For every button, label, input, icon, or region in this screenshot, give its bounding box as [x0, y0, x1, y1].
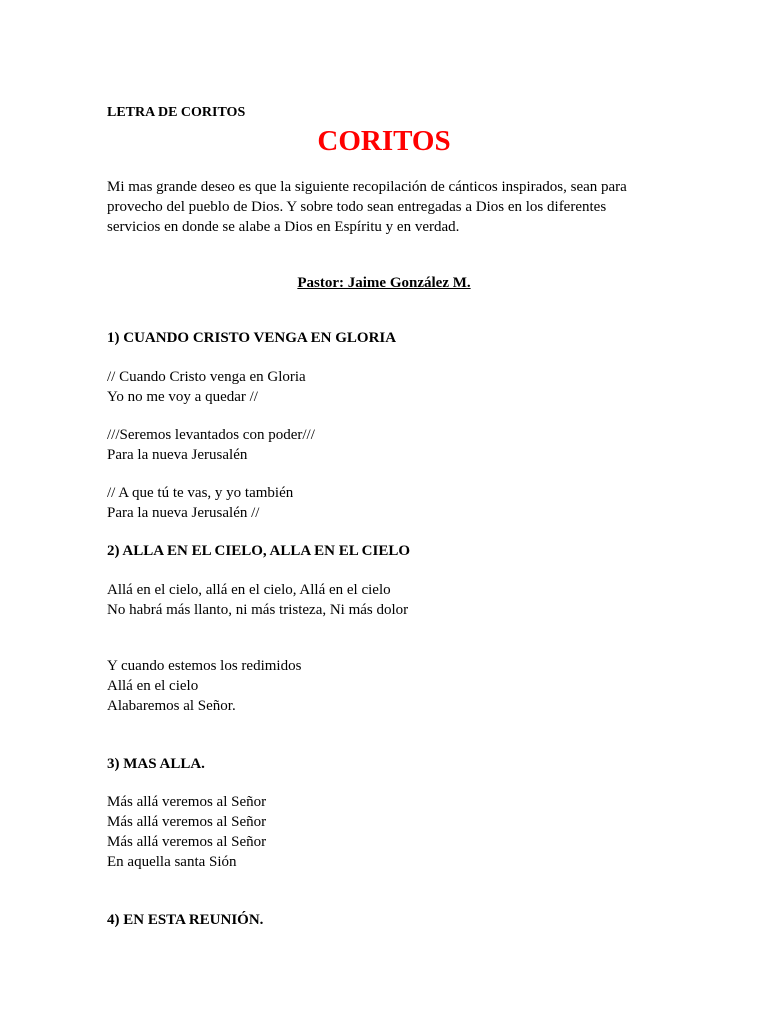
lyric-line: // Cuando Cristo venga en Gloria — [107, 369, 306, 385]
song-title: 3) MAS ALLA. — [107, 756, 205, 772]
lyric-line: Allá en el cielo — [107, 678, 199, 694]
lyric-line: Y cuando estemos los redimidos — [107, 658, 302, 674]
song-stanza — [107, 367, 306, 407]
lyric-line: Alabaremos al Señor. — [107, 698, 236, 714]
lyric-line: // A que tú te vas, y yo también — [107, 485, 294, 501]
intro-paragraph: Mi mas grande deseo es que la siguiente recopilación de cánticos inspirados, sean para provecho del pueblo de Dios. Y sobre todo sean entregadas a Dios en los diferentes servicios en donde se alabe a Dios en Espíritu y en verdad. — [107, 179, 627, 235]
song-stanza — [107, 792, 266, 872]
document-label: LETRA DE CORITOS — [107, 105, 246, 120]
lyric-line: ///Seremos levantados con poder/// — [107, 427, 315, 443]
song-stanza — [107, 580, 408, 620]
song-title: 4) EN ESTA REUNIÓN. — [107, 912, 264, 928]
lyric-line: Para la nueva Jerusalén // — [107, 505, 260, 521]
song-stanza — [107, 425, 315, 465]
lyric-line: Yo no me voy a quedar // — [107, 389, 258, 405]
lyric-line: Más allá veremos al Señor — [107, 794, 267, 810]
lyric-line: Para la nueva Jerusalén — [107, 447, 248, 463]
lyric-line: Más allá veremos al Señor — [107, 834, 267, 850]
page-title: CORITOS — [317, 125, 451, 157]
author-line: Pastor: Jaime González M. — [297, 275, 471, 291]
song-stanza — [107, 656, 301, 716]
lyric-line: En aquella santa Sión — [107, 854, 237, 870]
lyric-line: No habrá más llanto, ni más tristeza, Ni más dolor — [107, 602, 409, 618]
lyric-line: Más allá veremos al Señor — [107, 814, 267, 830]
song-stanza — [107, 483, 293, 523]
lyric-line: Allá en el cielo, allá en el cielo, Allá en el cielo — [107, 582, 391, 598]
song-title: 2) ALLA EN EL CIELO, ALLA EN EL CIELO — [107, 543, 411, 559]
song-title: 1) CUANDO CRISTO VENGA EN GLORIA — [107, 330, 397, 346]
